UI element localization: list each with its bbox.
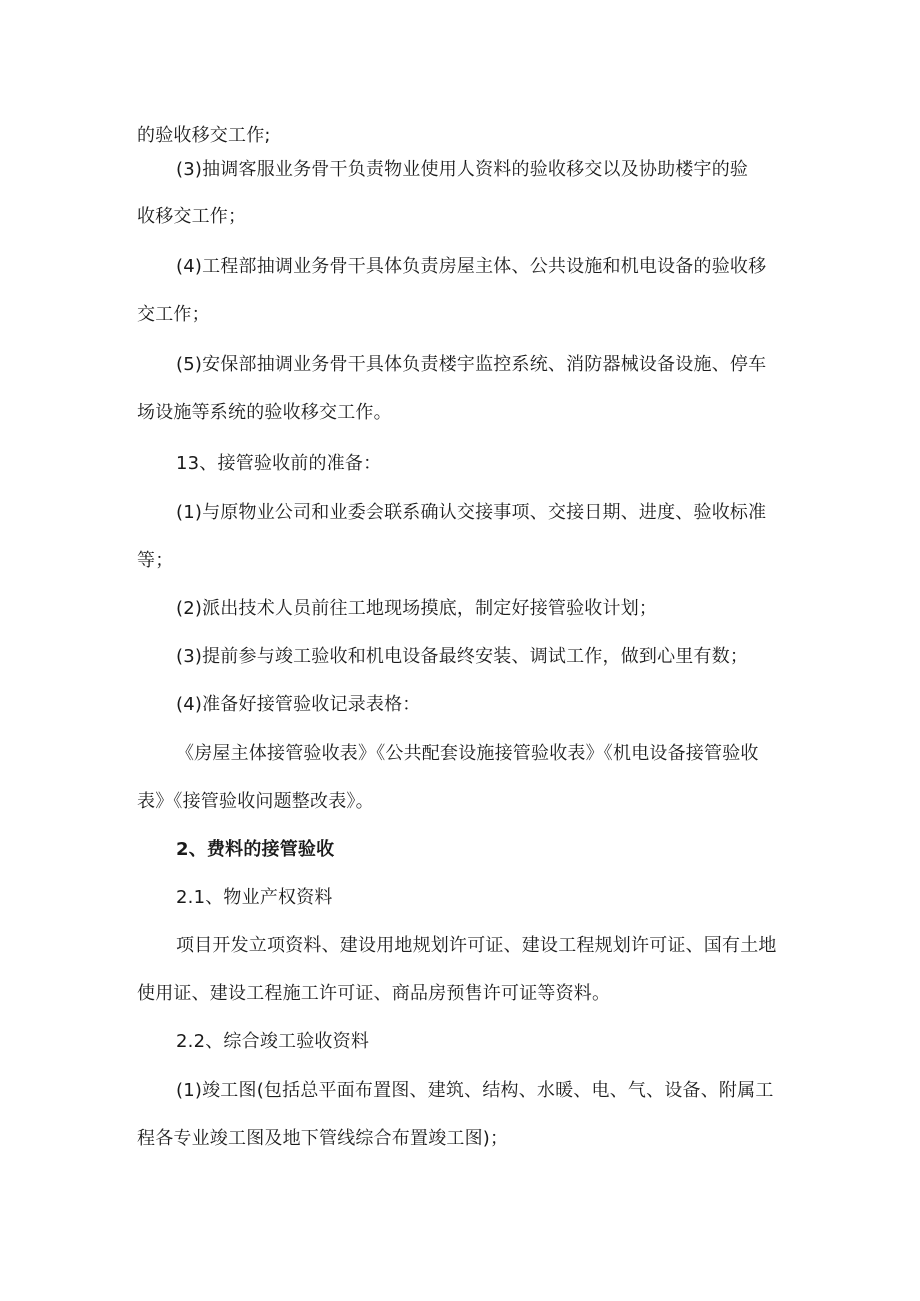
text-line: 场设施等系统的验收移交工作。 [137,402,392,423]
text-line: 程各专业竣工图及地下管线综合布置竣工图)； [137,1128,509,1149]
subsection-heading: 2.2、综合竣工验收资料 [176,1031,370,1052]
text-line: (2)派出技术人员前往工地现场摸底，制定好接管验收计划； [176,598,658,619]
text-line: 项目开发立项资料、建设用地规划许可证、建设工程规划许可证、国有土地 [176,935,777,956]
text-line: (1)竣工图(包括总平面布置图、建筑、结构、水暖、电、气、设备、附属工 [176,1080,774,1101]
subsection-heading: 2.1、物业产权资料 [176,887,333,908]
text-line: 的验收移交工作; [137,125,271,146]
text-line: 表》《接管验收问题整改表》。 [137,791,374,812]
text-line: (3)抽调客服业务骨干负责物业使用人资料的验收移交以及协助楼宇的验 [176,159,749,180]
text-line: (1)与原物业公司和业委会联系确认交接事项、交接日期、进度、验收标准 [176,502,767,523]
chapter-heading: 2、费料的接管验收 [176,839,335,860]
text-line: 收移交工作； [137,206,247,227]
text-line: (5)安保部抽调业务骨干具体负责楼宇监控系统、消防器械设备设施、停车 [176,354,767,375]
text-line: 等； [137,550,174,571]
text-line: (4)准备好接管验收记录表格： [176,694,421,715]
text-line: 使用证、建设工程施工许可证、商品房预售许可证等资料。 [137,983,611,1004]
text-line: 交工作； [137,304,210,325]
text-line: 《房屋主体接管验收表》《公共配套设施接管验收表》《机电设备接管验收 [176,743,759,764]
text-line: (4)工程部抽调业务骨干具体负责房屋主体、公共设施和机电设备的验收移 [176,256,767,277]
text-line: (3)提前参与竣工验收和机电设备最终安装、调试工作，做到心里有数； [176,646,749,667]
section-heading: 13、接管验收前的准备： [176,453,382,474]
